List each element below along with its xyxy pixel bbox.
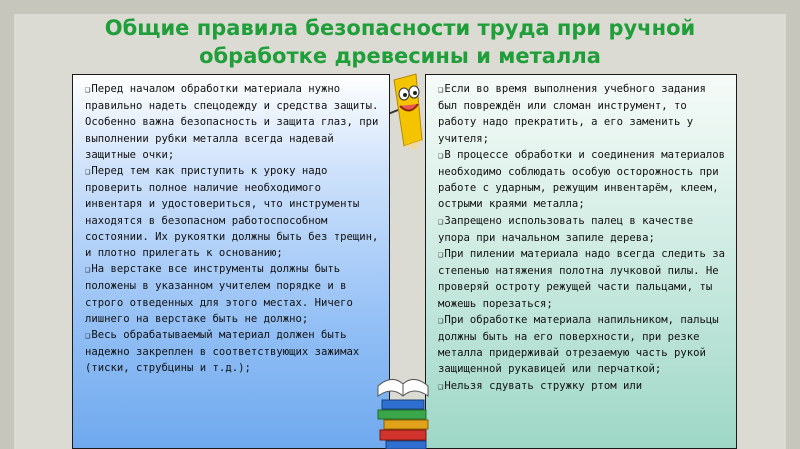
checkbox-bullet-icon: ❑ (85, 167, 91, 178)
checkbox-bullet-icon: ❑ (438, 381, 444, 392)
rule-item: ❑Весь обрабатываемый материал должен быть надежно закреплен в соответствующих зажимах (тиски, струбцины и т.д.); (85, 329, 360, 375)
books-stack-icon (372, 372, 434, 449)
right-rules-panel (425, 74, 737, 449)
title-line-2: обработке древесины и металла (199, 44, 601, 68)
checkbox-bullet-icon: ❑ (85, 331, 91, 342)
title-line-1: Общие правила безопасности труда при ручной (104, 16, 696, 40)
checkbox-bullet-icon: ❑ (438, 85, 444, 95)
rule-item: ❑При обработке материала напильником, пальцы должны быть на его поверхности, при резке металла придерживай отрезаемую часть рукой защищенной рукавицей или перчаткой; (438, 313, 719, 376)
checkbox-bullet-icon: ❑ (438, 315, 444, 326)
rule-item: ❑Если во время выполнения учебного задания был повреждён или сломан инструмент, то работу надо прекратить, а его заменить у учителя; (438, 83, 706, 145)
rule-item: ❑В процессе обработки и соединения материалов необходимо соблюдать особую осторожность при работе с ударным, режущим инвентарём, клеем, острыми краями металла; (438, 148, 726, 211)
rule-item: ❑Нельзя сдувать стружку ртом или (438, 379, 643, 392)
slide-title (0, 14, 800, 70)
rule-item: ❑При пилении материала надо всегда следить за степенью натяжения полотна лучковой пилы. Не проверяй остроту режущей части пальцами, ты можешь порезаться; (438, 248, 726, 310)
pencil-mascot-icon (386, 70, 426, 150)
rule-item: ❑Перед тем как приступить к уроку надо проверить полное наличие необходимого инвентаря и удостовериться, что инструменты находятся в безопасном работоспособном состоянии. Их рукоятки должны быть без трещин, и плотно прилегать к основанию; (85, 165, 379, 260)
checkbox-bullet-icon: ❑ (438, 150, 444, 161)
checkbox-bullet-icon: ❑ (85, 85, 91, 95)
checkbox-bullet-icon: ❑ (438, 250, 444, 261)
rule-item: ❑На верстаке все инструменты должны быть положены в указанном учителем порядке и в строго отведенных для этого местах. Ничего лишнего на верстаке быть не должно; (85, 263, 353, 325)
checkbox-bullet-icon: ❑ (85, 265, 91, 276)
left-rules-panel (72, 74, 390, 449)
rule-item: ❑Запрещено использовать палец в качестве упора при начальном запиле дерева; (438, 214, 694, 244)
checkbox-bullet-icon: ❑ (438, 216, 444, 227)
rule-item: ❑Перед началом обработки материала нужно правильно надеть спецодежду и средства защиты. Особенно важна безопасность и защита глаз, при выполнении рубки металла всегда надевай защитные очки; (85, 83, 379, 161)
